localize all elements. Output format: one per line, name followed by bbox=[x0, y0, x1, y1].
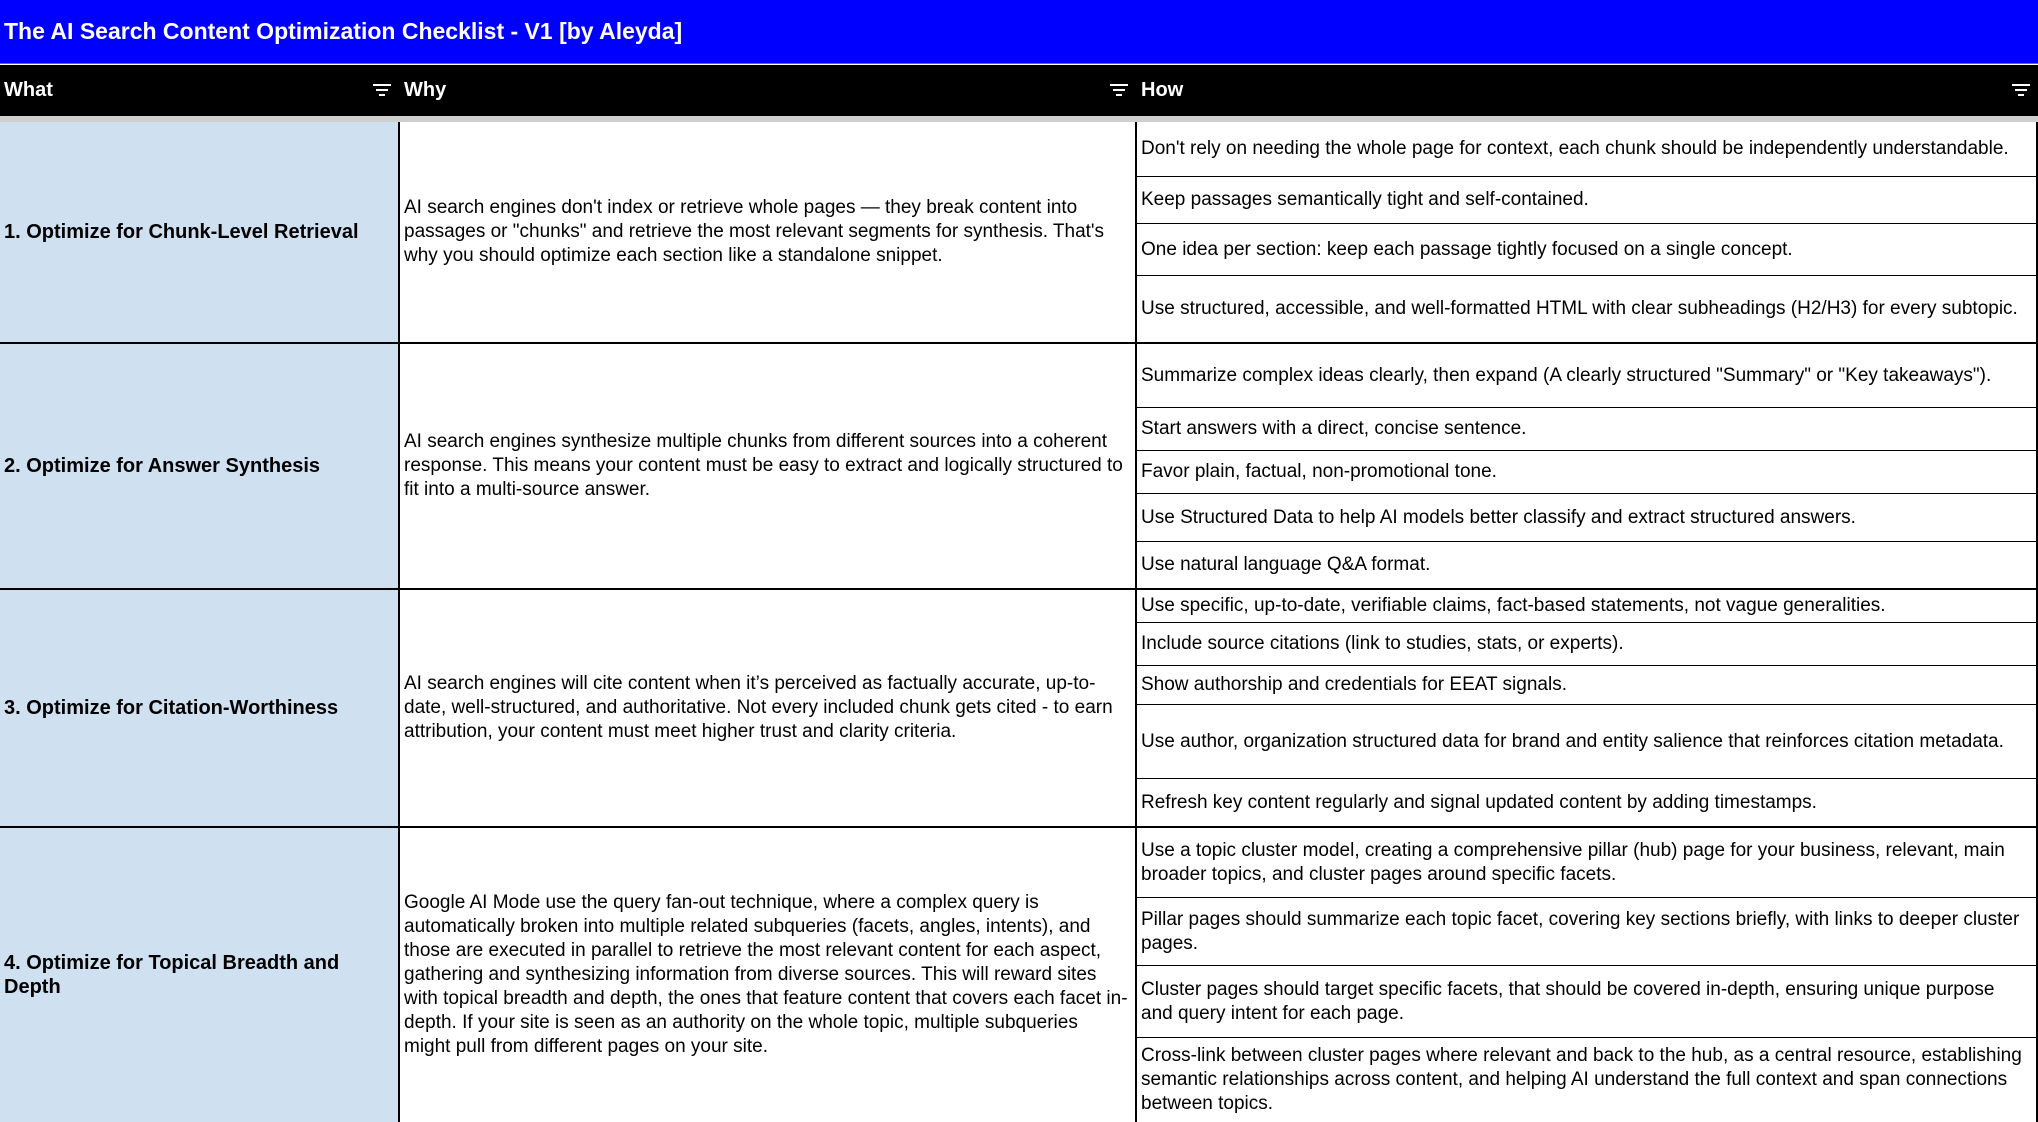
header-what[interactable] bbox=[0, 65, 399, 116]
how-cell-4-2[interactable]: Pillar pages should summarize each topic facet, covering key sections briefly, with links to deeper cluster pages. bbox=[1137, 898, 2038, 966]
how-cell-1-4[interactable]: Use structured, accessible, and well-formatted HTML with clear subheadings (H2/H3) for every subtopic. bbox=[1137, 276, 2038, 344]
how-cell-3-4[interactable]: Use author, organization structured data for brand and entity salience that reinforces citation metadata. bbox=[1137, 705, 2038, 779]
why-cell-3[interactable]: AI search engines will cite content when it’s perceived as factually accurate, up-to-date, well-structured, and authoritative. Not every included chunk gets cited - to earn attribution, your content must meet higher trust and clarity criteria. bbox=[400, 590, 1137, 828]
filter-icon[interactable] bbox=[2012, 82, 2030, 98]
how-cell-1-3[interactable]: One idea per section: keep each passage tightly focused on a single concept. bbox=[1137, 224, 2038, 276]
header-why[interactable] bbox=[400, 65, 1136, 116]
how-cell-2-2[interactable]: Start answers with a direct, concise sentence. bbox=[1137, 408, 2038, 451]
header-why-label: Why bbox=[404, 79, 447, 101]
what-cell-1[interactable]: 1. Optimize for Chunk-Level Retrieval bbox=[0, 122, 400, 344]
why-cell-1[interactable]: AI search engines don't index or retrieve whole pages — they break content into passages or "chunks" and retrieve the most relevant segments for synthesis. That's why you should optimize each section like a standalone snippet. bbox=[400, 122, 1137, 344]
how-cell-2-5[interactable]: Use natural language Q&A format. bbox=[1137, 542, 2038, 590]
how-cell-4-3[interactable]: Cluster pages should target specific facets, that should be covered in-depth, ensuring unique purpose and query intent for each page. bbox=[1137, 966, 2038, 1038]
how-cell-3-1[interactable]: Use specific, up-to-date, verifiable claims, fact-based statements, not vague generalities. bbox=[1137, 590, 2038, 623]
header-how[interactable] bbox=[1137, 65, 2038, 116]
how-cell-1-2[interactable]: Keep passages semantically tight and self-contained. bbox=[1137, 177, 2038, 224]
how-cell-2-4[interactable]: Use Structured Data to help AI models better classify and extract structured answers. bbox=[1137, 494, 2038, 542]
column-header-row bbox=[0, 65, 2038, 116]
what-cell-3[interactable]: 3. Optimize for Citation-Worthiness bbox=[0, 590, 400, 828]
why-cell-4[interactable]: Google AI Mode use the query fan-out technique, where a complex query is automatically broken into multiple related subqueries (facets, angles, intents), and those are executed in parallel to retrieve the most relevant content for each aspect, gathering and synthesizing information from diverse sources. This will reward sites with topical breadth and depth, the ones that feature content that covers each facet in-depth. If your site is seen as an authority on the whole topic, multiple subqueries might pull from different pages on your site. bbox=[400, 828, 1137, 1122]
how-cell-2-3[interactable]: Favor plain, factual, non-promotional tone. bbox=[1137, 451, 2038, 494]
how-cell-1-1[interactable]: Don't rely on needing the whole page for context, each chunk should be independently understandable. bbox=[1137, 122, 2038, 177]
how-cell-3-3[interactable]: Show authorship and credentials for EEAT signals. bbox=[1137, 666, 2038, 705]
what-cell-2[interactable]: 2. Optimize for Answer Synthesis bbox=[0, 344, 400, 590]
sheet-title: The AI Search Content Optimization Checklist - V1 [by Aleyda] bbox=[0, 0, 2038, 64]
how-cell-4-4[interactable]: Cross-link between cluster pages where relevant and back to the hub, as a central resource, establishing semantic relationships across content, and helping AI understand the full context and span connections between topics. bbox=[1137, 1038, 2038, 1122]
filter-icon[interactable] bbox=[1110, 82, 1128, 98]
header-what-label: What bbox=[4, 79, 53, 101]
why-cell-2[interactable]: AI search engines synthesize multiple chunks from different sources into a coherent response. This means your content must be easy to extract and logically structured to fit into a multi-source answer. bbox=[400, 344, 1137, 590]
what-cell-4[interactable]: 4. Optimize for Topical Breadth and Depth bbox=[0, 828, 400, 1122]
how-cell-3-5[interactable]: Refresh key content regularly and signal updated content by adding timestamps. bbox=[1137, 779, 2038, 828]
filter-icon[interactable] bbox=[373, 82, 391, 98]
how-cell-3-2[interactable]: Include source citations (link to studies, stats, or experts). bbox=[1137, 623, 2038, 666]
header-how-label: How bbox=[1141, 79, 1184, 101]
how-cell-2-1[interactable]: Summarize complex ideas clearly, then expand (A clearly structured "Summary" or "Key takeaways"). bbox=[1137, 344, 2038, 408]
how-cell-4-1[interactable]: Use a topic cluster model, creating a comprehensive pillar (hub) page for your business, relevant, main broader topics, and cluster pages around specific facets. bbox=[1137, 828, 2038, 898]
